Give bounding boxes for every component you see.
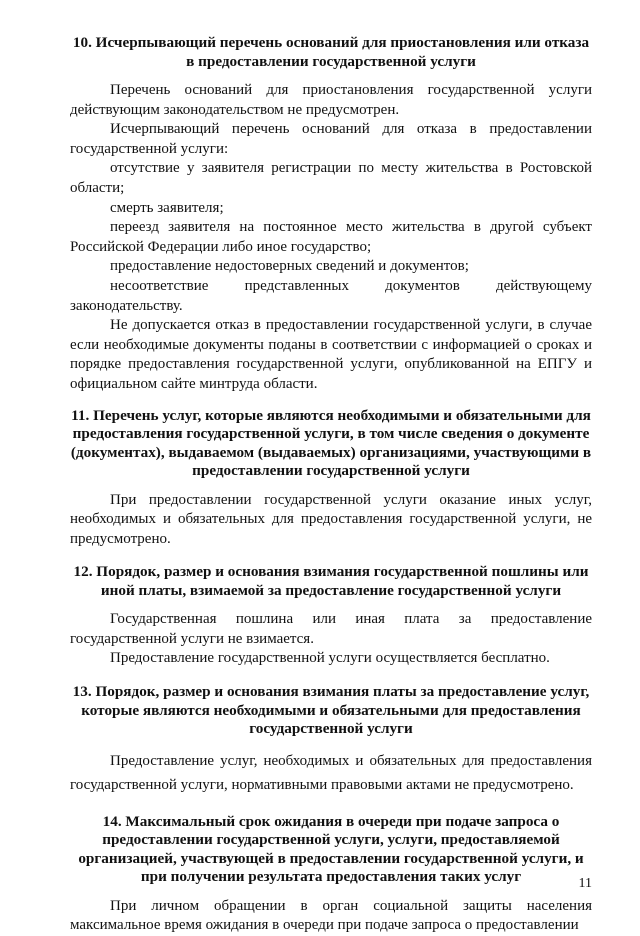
- paragraph: смерть заявителя;: [110, 199, 224, 216]
- section-11: [70, 407, 592, 550]
- paragraph: предоставление недостоверных сведений и документов;: [110, 258, 469, 275]
- paragraph: Государственная пошлина или иная плата за предоставление государственной услуги не взимается.: [70, 611, 592, 647]
- section-13: [70, 683, 592, 797]
- section-heading: 10. Исчерпывающий перечень оснований для приостановления или отказа в предоставлении государственной услуги: [72, 34, 590, 70]
- paragraph: Исчерпывающий перечень оснований для отказа в предоставлении государственной услуги:: [70, 121, 592, 157]
- paragraph: При предоставлении государственной услуги оказание иных услуг, необходимых и обязательных для предоставления государственной услуги, не предусмотрено.: [70, 491, 592, 547]
- section-10: [70, 34, 592, 395]
- paragraph: переезд заявителя на постоянное место жительства в другой субъект Российской Федерации либо иное государство;: [70, 219, 592, 255]
- section-heading: 12. Порядок, размер и основания взимания государственной пошлины или иной платы, взимаемой за предоставление государственной услуги: [73, 563, 589, 599]
- section-heading: 13. Порядок, размер и основания взимания платы за предоставление услуг, которые являются необходимыми и обязательными для предоставления государственной услуги: [72, 683, 590, 738]
- page-number: 11: [578, 876, 592, 891]
- paragraph: Не допускается отказ в предоставлении государственной услуги, в случае если необходимые документы поданы в соответствии с информацией о сроках и порядке предоставления государственной услуги, опубликованной на ЕПГУ и официальном сайте минтруда области.: [70, 317, 592, 392]
- paragraph: Предоставление государственной услуги осуществляется бесплатно.: [110, 650, 550, 667]
- paragraph: При личном обращении в орган социальной защиты населения максимальное время ожидания в очереди при подаче запроса о предоставлении: [70, 897, 592, 934]
- paragraph: отсутствие у заявителя регистрации по месту жительства в Ростовской области;: [70, 160, 592, 196]
- section-12: [70, 563, 592, 669]
- section-heading: 14. Максимальный срок ожидания в очереди при подаче запроса о предоставлении государственной услуги, услуги, предоставляемой организацией, участвующей в предоставлении государственной услуги, и при получении результата предоставления таких услуг: [78, 812, 584, 886]
- section-heading: 11. Перечень услуг, которые являются необходимыми и обязательными для предоставления государственной услуги, в том числе сведения о документе (документах), выдаваемом (выдаваемых) организациями, участвующими в предоставлении государственной услуги: [70, 406, 592, 479]
- paragraph: несоответствие представленных документов действующему законодательству.: [70, 277, 592, 314]
- paragraph: Перечень оснований для приостановления государственной услуги действующим законодательством не предусмотрен.: [70, 82, 592, 118]
- paragraph: Предоставление услуг, необходимых и обязательных для предоставления государственной услуги, нормативными правовыми актами не предусмотрено.: [70, 752, 592, 793]
- section-14: [70, 813, 592, 936]
